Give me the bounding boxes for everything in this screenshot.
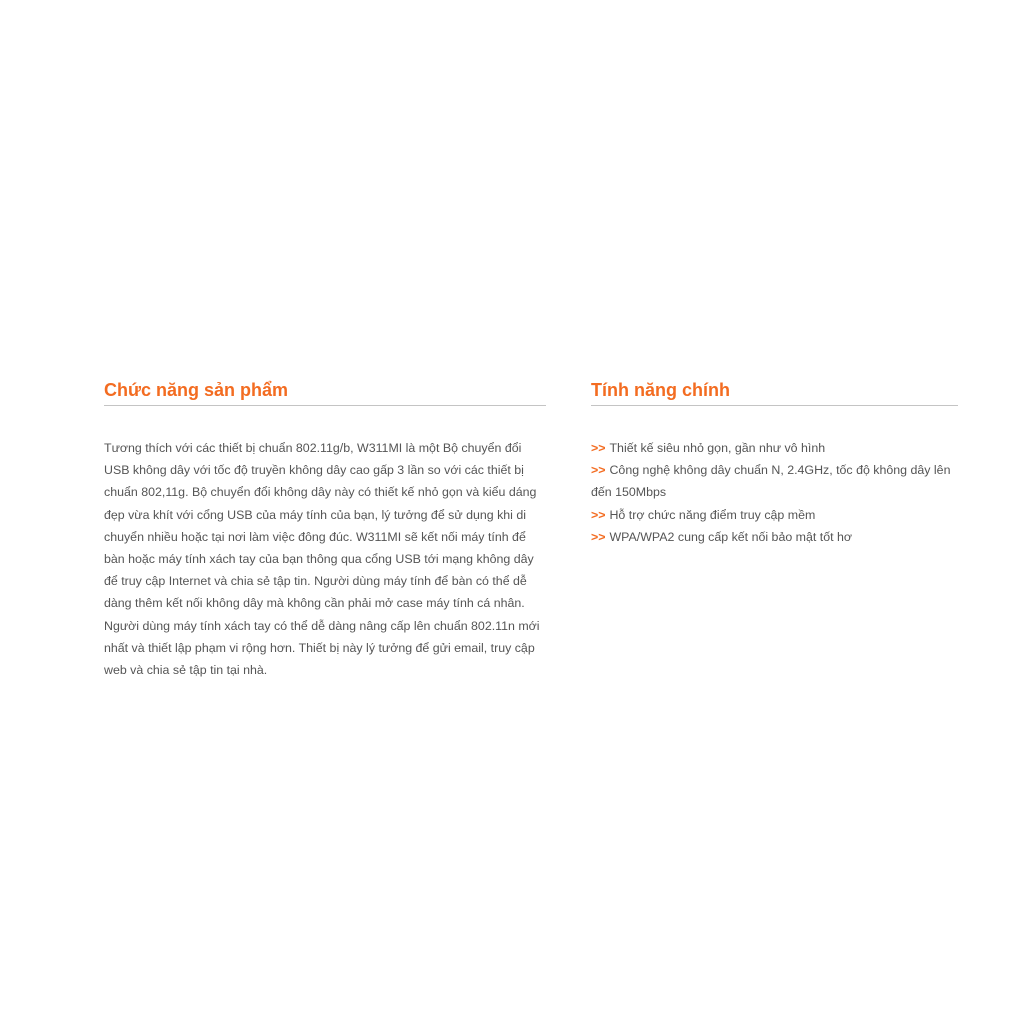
feature-item-text: Công nghệ không dây chuẩn N, 2.4GHz, tốc độ không dây lên đến 150Mbps: [591, 463, 951, 500]
bullet-arrow-icon: >>: [591, 463, 606, 478]
product-function-section: [104, 376, 546, 681]
feature-item-text: Thiết kế siêu nhỏ gọn, gần như vô hình: [609, 441, 826, 455]
key-features-section: [591, 376, 958, 548]
product-function-title: Chức năng sản phẩm: [104, 376, 546, 406]
key-features-list: [591, 437, 958, 548]
feature-item-text: WPA/WPA2 cung cấp kết nối bảo mật tốt hơ: [609, 529, 852, 544]
bullet-arrow-icon: >>: [591, 529, 606, 544]
feature-item: [591, 504, 958, 526]
feature-item: [591, 437, 958, 459]
feature-item: [591, 459, 958, 503]
feature-item-text: Hỗ trợ chức năng điểm truy cập mềm: [609, 507, 816, 522]
feature-item: [591, 526, 958, 548]
key-features-title: Tính năng chính: [591, 376, 958, 406]
bullet-arrow-icon: >>: [591, 441, 606, 455]
bullet-arrow-icon: >>: [591, 507, 606, 522]
product-function-description: Tương thích với các thiết bị chuẩn 802.11g/b, W311MI là một Bộ chuyển đổi USB không dây với tốc độ truyền không dây cao gấp 3 lần so với các thiết bị chuẩn 802,11g. Bộ chuyển đổi không dây này có thiết kế nhỏ gọn và kiểu dáng đẹp vừa khít với cổng USB của máy tính của bạn, lý tưởng để sử dụng khi di chuyển nhiều hoặc tại nơi làm việc đông đúc. W311MI sẽ kết nối máy tính để bàn hoặc máy tính xách tay của bạn thông qua cổng USB tới mạng không dây để truy cập Internet và chia sẻ tập tin. Người dùng máy tính để bàn có thể dễ dàng thêm kết nối không dây mà không cần phải mở case máy tính cá nhân. Người dùng máy tính xách tay có thể dễ dàng nâng cấp lên chuẩn 802.11n mới nhất và thiết lập phạm vi rộng hơn. Thiết bị này lý tưởng để gửi email, truy cập web và chia sẻ tập tin tại nhà.: [104, 441, 540, 678]
